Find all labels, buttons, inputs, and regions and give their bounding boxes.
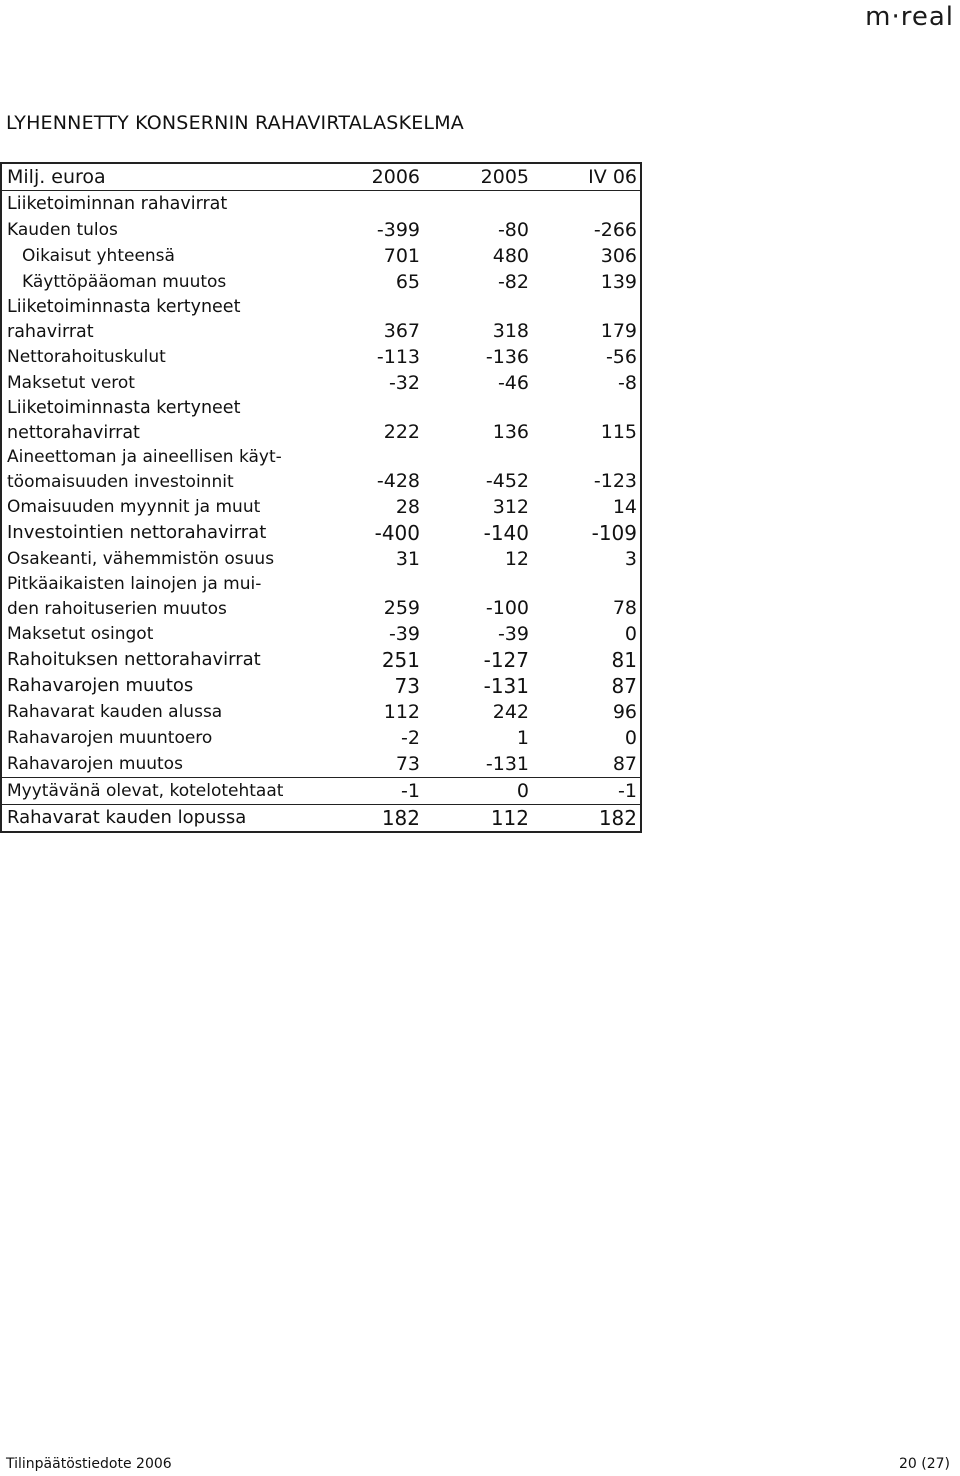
header-unit: Milj. euroa	[1, 163, 314, 191]
table-row	[1, 546, 641, 572]
row-value-2005: -100	[485, 596, 529, 619]
row-value-2005: 12	[504, 548, 529, 570]
row-value-2005: -82	[497, 271, 529, 293]
table-row	[1, 725, 641, 751]
row-value-2006	[314, 191, 423, 218]
row-value-2005: 312	[492, 496, 529, 518]
row-label: Oikaisut yhteensä	[22, 246, 175, 266]
document-title: LYHENNETTY KONSERNIN RAHAVIRTALASKELMA	[6, 112, 465, 134]
table-row	[1, 647, 641, 673]
row-value-2005: 480	[492, 245, 529, 267]
cash-flow-table	[0, 162, 642, 833]
row-value-iv06: -56	[605, 346, 637, 368]
row-value-iv06: 306	[600, 245, 637, 267]
row-label: Myytävänä olevat, kotelotehtaat	[1, 778, 314, 805]
table-row	[1, 445, 641, 494]
row-value-2006: -113	[376, 346, 420, 368]
row-value-2005: -46	[497, 372, 529, 394]
row-label: Käyttöpääoman muutos	[22, 272, 227, 292]
row-value-2006: 367	[383, 319, 420, 342]
row-value-2005: 1	[516, 727, 529, 749]
row-value-2005	[423, 191, 532, 218]
row-value-iv06: 139	[600, 271, 637, 293]
row-label: Maksetut osingot	[7, 624, 154, 644]
table-row	[1, 751, 641, 778]
row-label-line1: Pitkäaikaisten lainojen ja mui-	[7, 574, 262, 594]
table-row	[1, 778, 641, 805]
table-row	[1, 572, 641, 621]
row-value-2005: 136	[492, 420, 529, 443]
row-label	[1, 572, 314, 621]
table-row	[1, 396, 641, 445]
row-value-2006: 65	[395, 271, 420, 293]
row-label-line1: Liiketoiminnasta kertyneet	[7, 297, 241, 317]
row-label: Rahoituksen nettorahavirrat	[7, 649, 261, 670]
row-value-iv06	[532, 191, 641, 218]
row-label: Rahavarojen muutos	[7, 675, 194, 696]
row-value-2005: -136	[485, 346, 529, 368]
row-value-2005: -127	[483, 648, 529, 672]
row-value-iv06: 14	[612, 496, 637, 518]
row-value-2006: 701	[383, 245, 420, 267]
row-value-2006: -1	[314, 778, 423, 805]
table-row	[1, 494, 641, 520]
table-row	[1, 805, 641, 833]
row-value-iv06: 0	[624, 623, 637, 645]
table-row	[1, 370, 641, 396]
row-value-2005: 318	[492, 319, 529, 342]
row-value-iv06: -1	[532, 778, 641, 805]
table-row	[1, 621, 641, 647]
row-value-2005: -80	[497, 219, 529, 241]
row-value-iv06: 0	[624, 727, 637, 749]
row-label: Omaisuuden myynnit ja muut	[7, 497, 261, 517]
row-value-2006: 222	[383, 420, 420, 443]
row-value-2006: -400	[374, 521, 420, 545]
row-value-2006: -32	[388, 372, 420, 394]
row-value-2006: 112	[383, 701, 420, 723]
row-value-iv06: -109	[591, 521, 637, 545]
table-row	[1, 217, 641, 243]
row-value-2005: 112	[423, 805, 532, 833]
row-value-2005: 242	[492, 701, 529, 723]
row-label-line2: rahavirrat	[7, 321, 94, 342]
row-value-2005: -452	[485, 469, 529, 492]
row-value-iv06: 96	[612, 701, 637, 723]
table-row	[1, 295, 641, 344]
row-value-2006: 28	[395, 496, 420, 518]
row-label	[1, 295, 314, 344]
row-label: Rahavarojen muuntoero	[7, 728, 213, 748]
table-row	[1, 243, 641, 269]
company-logo: m·real	[865, 2, 954, 32]
row-value-2006: 31	[395, 548, 420, 570]
row-value-iv06: 87	[611, 674, 637, 698]
row-label: Investointien nettorahavirrat	[7, 522, 267, 543]
row-label: Kauden tulos	[7, 220, 118, 240]
row-value-iv06: -266	[593, 219, 637, 241]
row-label: Liiketoiminnan rahavirrat	[7, 194, 228, 214]
table-header-row	[1, 163, 641, 191]
row-value-2005: -131	[485, 753, 529, 775]
table-row	[1, 673, 641, 699]
row-value-2006: 259	[383, 596, 420, 619]
row-value-2006: -2	[401, 727, 420, 749]
row-value-iv06: -8	[618, 372, 637, 394]
row-label-line1: Liiketoiminnasta kertyneet	[7, 398, 241, 418]
row-value-2006: 251	[381, 648, 420, 672]
row-value-2005: -140	[483, 521, 529, 545]
row-label: Nettorahoituskulut	[7, 347, 166, 367]
row-label: Rahavarojen muutos	[7, 754, 183, 774]
row-label-line1: Aineettoman ja aineellisen käyt-	[7, 447, 282, 467]
row-label: Rahavarat kauden lopussa	[1, 805, 314, 833]
row-label-line2: töomaisuuden investoinnit	[7, 471, 234, 492]
row-value-2006: -39	[388, 623, 420, 645]
header-iv06: IV 06	[532, 163, 641, 191]
row-value-iv06: 87	[612, 753, 637, 775]
row-label-line2: nettorahavirrat	[7, 422, 140, 443]
row-value-2006: -428	[376, 469, 420, 492]
row-value-iv06: 81	[611, 648, 637, 672]
row-value-iv06: 179	[600, 319, 637, 342]
row-value-2005: -131	[483, 674, 529, 698]
row-value-iv06: -123	[593, 469, 637, 492]
row-value-iv06: 182	[532, 805, 641, 833]
row-value-2006: 73	[395, 753, 420, 775]
table-row	[1, 699, 641, 725]
row-label: Maksetut verot	[7, 373, 135, 393]
row-label-line2: den rahoituserien muutos	[7, 598, 227, 619]
table-row	[1, 191, 641, 218]
table-row	[1, 344, 641, 370]
footer-document-name: Tilinpäätöstiedote 2006	[6, 1456, 172, 1472]
row-value-iv06: 115	[600, 420, 637, 443]
row-value-iv06: 78	[612, 596, 637, 619]
row-value-2006: 73	[394, 674, 420, 698]
footer-page-number: 20 (27)	[898, 1456, 950, 1472]
header-2005: 2005	[423, 163, 532, 191]
table-row	[1, 520, 641, 546]
row-label	[1, 396, 314, 445]
row-value-2006: -399	[376, 219, 420, 241]
row-value-iv06: 3	[624, 548, 637, 570]
header-2006: 2006	[314, 163, 423, 191]
row-value-2005: 0	[423, 778, 532, 805]
row-value-2005: -39	[497, 623, 529, 645]
row-label	[1, 445, 314, 494]
table-row	[1, 269, 641, 295]
row-label: Osakeanti, vähemmistön osuus	[7, 549, 275, 569]
row-label: Rahavarat kauden alussa	[7, 702, 223, 722]
row-value-2006: 182	[314, 805, 423, 833]
